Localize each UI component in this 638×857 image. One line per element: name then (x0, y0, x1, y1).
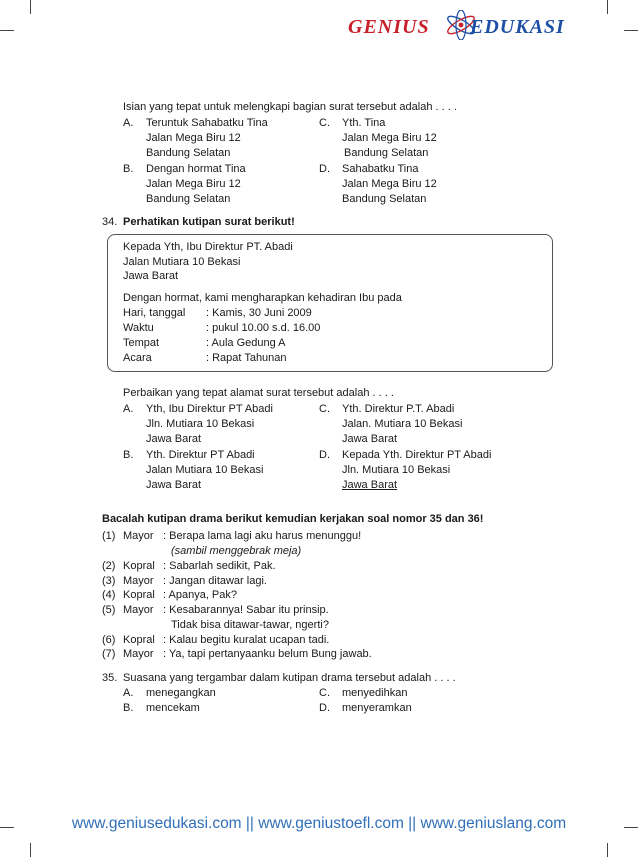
drama-speaker: Kopral (123, 634, 155, 646)
brand-logo (348, 10, 598, 40)
q33-option-c-line: Jalan Mega Biru 12 (342, 132, 437, 144)
q35-number: 35. (102, 672, 118, 684)
q33-option-a-line: Bandung Selatan (146, 147, 231, 159)
crop-mark (0, 30, 14, 31)
q35-option-c-letter: C. (319, 687, 330, 699)
drama-dialogue-continued: Tidak bisa ditawar-tawar, ngerti? (171, 619, 329, 631)
drama-dialogue: : Sabarlah sedikit, Pak. (163, 560, 276, 572)
logo-word-genius: GENIUS (348, 16, 430, 38)
q34-option-c-letter: C. (319, 403, 330, 415)
q35-option-d-letter: D. (319, 702, 330, 714)
q34-stem: Perbaikan yang tepat alamat surat tersebut adalah . . . . (123, 387, 394, 399)
q33-option-c-letter: C. (319, 117, 330, 129)
drama-speaker: Mayor (123, 604, 154, 616)
q34-option-a-line: Jln. Mutiara 10 Bekasi (146, 418, 255, 430)
drama-line-number: (6) (102, 634, 116, 646)
letter-detail-value: : Aula Gedung A (206, 337, 286, 349)
q33-option-d-line: Bandung Selatan (342, 193, 427, 205)
q33-option-d-line: Jalan Mega Biru 12 (342, 178, 437, 190)
q34-option-d-letter: D. (319, 449, 330, 461)
q35-option-b-text: mencekam (146, 702, 200, 714)
q35-option-a-letter: A. (123, 687, 134, 699)
q33-option-d-letter: D. (319, 163, 330, 175)
drama-stage-direction: (sambil menggebrak meja) (171, 545, 302, 557)
drama-line-number: (5) (102, 604, 116, 616)
drama-speaker: Mayor (123, 648, 154, 660)
drama-speaker: Mayor (123, 530, 154, 542)
q33-option-b-line: Bandung Selatan (146, 193, 231, 205)
drama-speaker: Kopral (123, 589, 155, 601)
q33-option-a-letter: A. (123, 117, 134, 129)
letter-detail-label: Tempat (123, 337, 160, 349)
footer-links: www.geniusedukasi.com || www.geniustoefl.com || www.geniuslang.com (71, 815, 567, 832)
letter-address-line: Kepada Yth, Ibu Direktur PT. Abadi (123, 241, 293, 253)
drama-dialogue: : Jangan ditawar lagi. (163, 575, 267, 587)
q35-option-a-text: menegangkan (146, 687, 216, 699)
letter-detail-value: : pukul 10.00 s.d. 16.00 (206, 322, 321, 334)
drama-instruction: Bacalah kutipan drama berikut kemudian kerjakan soal nomor 35 dan 36! (102, 513, 484, 525)
q33-stem: Isian yang tepat untuk melengkapi bagian surat tersebut adalah . . . . (123, 101, 457, 113)
drama-speaker: Kopral (123, 560, 155, 572)
q34-option-c-line: Jalan. Mutiara 10 Bekasi (342, 418, 463, 430)
q34-option-d-line: Kepada Yth. Direktur PT Abadi (342, 449, 492, 461)
q34-number: 34. (102, 216, 118, 228)
drama-dialogue: : Berapa lama lagi aku harus menunggu! (163, 530, 362, 542)
drama-line-number: (7) (102, 648, 116, 660)
crop-mark (607, 0, 608, 14)
q34-option-d-line: Jln. Mutiara 10 Bekasi (342, 464, 451, 476)
q33-option-c-line: Yth. Tina (342, 117, 386, 129)
drama-line-number: (4) (102, 589, 116, 601)
drama-speaker: Mayor (123, 575, 154, 587)
q33-option-a-line: Jalan Mega Biru 12 (146, 132, 241, 144)
drama-dialogue: : Ya, tapi pertanyaanku belum Bung jawab. (163, 648, 372, 660)
q33-option-c-line: Bandung Selatan (344, 147, 429, 159)
letter-detail-value: : Rapat Tahunan (206, 352, 287, 364)
q34-option-b-line: Jalan Mutiara 10 Bekasi (146, 464, 264, 476)
q34-option-b-letter: B. (123, 449, 134, 461)
letter-address-line: Jalan Mutiara 10 Bekasi (123, 256, 241, 268)
q34-option-c-line: Jawa Barat (342, 433, 398, 445)
q33-option-b-line: Jalan Mega Biru 12 (146, 178, 241, 190)
letter-opening: Dengan hormat, kami mengharapkan kehadiran Ibu pada (123, 292, 402, 304)
drama-dialogue: : Apanya, Pak? (163, 589, 237, 601)
crop-mark (607, 843, 608, 857)
drama-dialogue: : Kesabarannya! Sabar itu prinsip. (163, 604, 329, 616)
q33-option-d-line: Sahabatku Tina (342, 163, 419, 175)
q35-stem: Suasana yang tergambar dalam kutipan drama tersebut adalah . . . . (123, 672, 456, 684)
q34-option-b-line: Yth. Direktur PT Abadi (146, 449, 255, 461)
letter-detail-value: : Kamis, 30 Juni 2009 (206, 307, 312, 319)
q33-option-b-letter: B. (123, 163, 134, 175)
q34-title: Perhatikan kutipan surat berikut! (123, 216, 295, 228)
q34-option-a-letter: A. (123, 403, 134, 415)
q34-option-c-line: Yth. Direktur P.T. Abadi (342, 403, 455, 415)
letter-detail-label: Hari, tanggal (123, 307, 186, 319)
q35-option-b-letter: B. (123, 702, 134, 714)
q35-option-d-text: menyeramkan (342, 702, 412, 714)
drama-line-number: (2) (102, 560, 116, 572)
drama-line-number: (3) (102, 575, 116, 587)
q34-option-d-line: Jawa Barat (342, 479, 398, 491)
q34-option-a-line: Jawa Barat (146, 433, 202, 445)
q35-option-c-text: menyedihkan (342, 687, 408, 699)
q34-option-b-line: Jawa Barat (146, 479, 202, 491)
letter-detail-label: Acara (123, 352, 152, 364)
q34-option-a-line: Yth, Ibu Direktur PT Abadi (146, 403, 273, 415)
drama-dialogue: : Kalau begitu kuralat ucapan tadi. (163, 634, 330, 646)
logo-word-edukasi: EDUKASI (470, 16, 565, 38)
crop-mark (30, 843, 31, 857)
drama-line-number: (1) (102, 530, 116, 542)
crop-mark (30, 0, 31, 14)
letter-detail-label: Waktu (123, 322, 154, 334)
crop-mark (624, 30, 638, 31)
letter-address-line: Jawa Barat (123, 270, 179, 282)
q33-option-a-line: Teruntuk Sahabatku Tina (146, 117, 268, 129)
q33-option-b-line: Dengan hormat Tina (146, 163, 246, 175)
